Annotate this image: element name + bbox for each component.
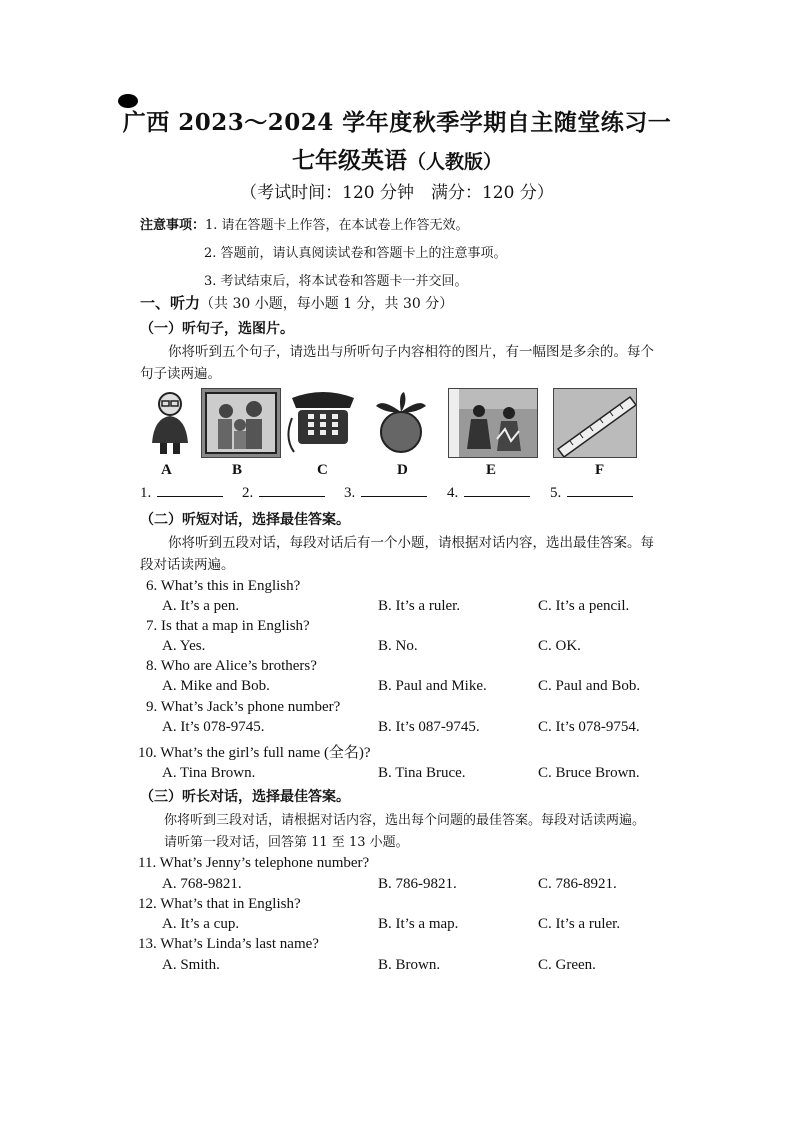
answer-blank-4[interactable] (447, 484, 530, 502)
girls-school-icon (449, 389, 537, 457)
answer-blank-5[interactable] (550, 484, 633, 502)
section-listening-heading (140, 292, 453, 313)
blank-number: 2. (242, 485, 254, 501)
option-8b[interactable]: B. Paul and Mike. (378, 678, 487, 694)
note-item-1: 1. 请在答题卡上作答，在本试卷上作答无效。 (205, 218, 469, 233)
option-10b[interactable]: B. Tina Bruce. (378, 765, 466, 781)
part1-instruction: 你将听到五个句子，请选出与所听句子内容相符的图片，有一幅图是多余的。每个句子读两遍。 (140, 344, 654, 382)
option-11b[interactable]: B. 786-9821. (378, 876, 457, 892)
part1-title: （一）听句子，选图片。 (140, 321, 294, 337)
question-13: 13. What’s Linda’s last name? (138, 936, 319, 952)
option-13c[interactable]: C. Green. (538, 957, 596, 973)
blank-number: 3. (344, 485, 356, 501)
option-9c[interactable]: C. It’s 078-9754. (538, 719, 640, 735)
question-9: 9. What’s Jack’s phone number? (146, 699, 341, 715)
answer-blank-1[interactable] (140, 484, 223, 502)
part2-instruction: 你将听到五段对话，每段对话后有一个小题，请根据对话内容，选出最佳答案。每段对话读两遍。 (140, 535, 654, 573)
option-7a[interactable]: A. Yes. (162, 638, 206, 654)
option-6c[interactable]: C. It’s a pencil. (538, 598, 630, 614)
picture-label-a: A (161, 462, 172, 478)
picture-c (284, 388, 362, 456)
question-6: 6. What’s this in English? (146, 578, 301, 594)
answer-blank-3[interactable] (344, 484, 427, 502)
option-7c[interactable]: C. OK. (538, 638, 581, 654)
picture-b (201, 388, 281, 458)
option-10c[interactable]: C. Bruce Brown. (538, 765, 640, 781)
section-detail: （共 30 小题，每小题 1 分，共 30 分） (200, 296, 454, 312)
note-item-3: 3. 考试结束后，将本试卷和答题卡一并交回。 (204, 274, 468, 289)
picture-label-b: B (232, 462, 243, 478)
picture-e (448, 388, 538, 458)
section-title: 一、听力 (140, 294, 201, 312)
note-line-1 (140, 214, 469, 233)
picture-a (140, 388, 198, 456)
question-12: 12. What’s that in English? (138, 896, 301, 912)
question-10: 10. What’s the girl’s full name (全名)? (138, 745, 371, 761)
question-8: 8. Who are Alice’s brothers? (146, 658, 317, 674)
picture-d (368, 388, 434, 456)
option-11c[interactable]: C. 786-8921. (538, 876, 617, 892)
blank-number: 4. (447, 485, 459, 501)
picture-label-e: E (486, 462, 497, 478)
part3-title: （三）听长对话，选择最佳答案。 (140, 789, 350, 805)
picture-label-d: D (397, 462, 408, 478)
note-item-2: 2. 答题前，请认真阅读试卷和答题卡上的注意事项。 (204, 246, 507, 261)
part3-instruction: 你将听到三段对话，请根据对话内容，选出每个问题的最佳答案。每段对话读两遍。 (164, 813, 646, 828)
answer-blank-2[interactable] (242, 484, 325, 502)
option-13b[interactable]: B. Brown. (378, 957, 441, 973)
option-13a[interactable]: A. Smith. (162, 957, 220, 973)
option-10a[interactable]: A. Tina Brown. (162, 765, 256, 781)
page-subtitle (0, 142, 794, 175)
option-6b[interactable]: B. It’s a ruler. (378, 598, 461, 614)
picture-label-c: C (317, 462, 328, 478)
question-7: 7. Is that a map in English? (146, 618, 310, 634)
family-photo-icon (202, 389, 280, 457)
exam-info: （考试时间：120 分钟 满分：120 分） (240, 183, 554, 203)
man-figure-icon (140, 388, 198, 456)
option-11a[interactable]: A. 768-9821. (162, 876, 242, 892)
option-6a[interactable]: A. It’s a pen. (162, 598, 240, 614)
picture-f (553, 388, 637, 458)
option-12c[interactable]: C. It’s a ruler. (538, 916, 621, 932)
subject-title: 七年级英语 (291, 147, 407, 174)
option-9b[interactable]: B. It’s 087-9745. (378, 719, 480, 735)
question-11: 11. What’s Jenny’s telephone number? (138, 855, 370, 871)
part3-note: 请听第一段对话，回答第 11 至 13 小题。 (164, 835, 409, 850)
option-12a[interactable]: A. It’s a cup. (162, 916, 240, 932)
blank-number: 1. (140, 485, 152, 501)
option-12b[interactable]: B. It’s a map. (378, 916, 459, 932)
ruler-icon (554, 389, 636, 457)
orange-icon (368, 388, 434, 456)
picture-label-f: F (595, 462, 605, 478)
page-title: 广西 2023～2024 学年度秋季学期自主随堂练习一 (122, 109, 672, 136)
part2-title: （二）听短对话，选择最佳答案。 (140, 512, 350, 528)
telephone-icon (284, 388, 362, 456)
option-7b[interactable]: B. No. (378, 638, 418, 654)
notes-label: 注意事项： (140, 218, 206, 233)
option-8c[interactable]: C. Paul and Bob. (538, 678, 641, 694)
blank-number: 5. (550, 485, 562, 501)
option-9a[interactable]: A. It’s 078-9745. (162, 719, 265, 735)
edition-label: （人教版） (406, 151, 502, 173)
option-8a[interactable]: A. Mike and Bob. (162, 678, 270, 694)
